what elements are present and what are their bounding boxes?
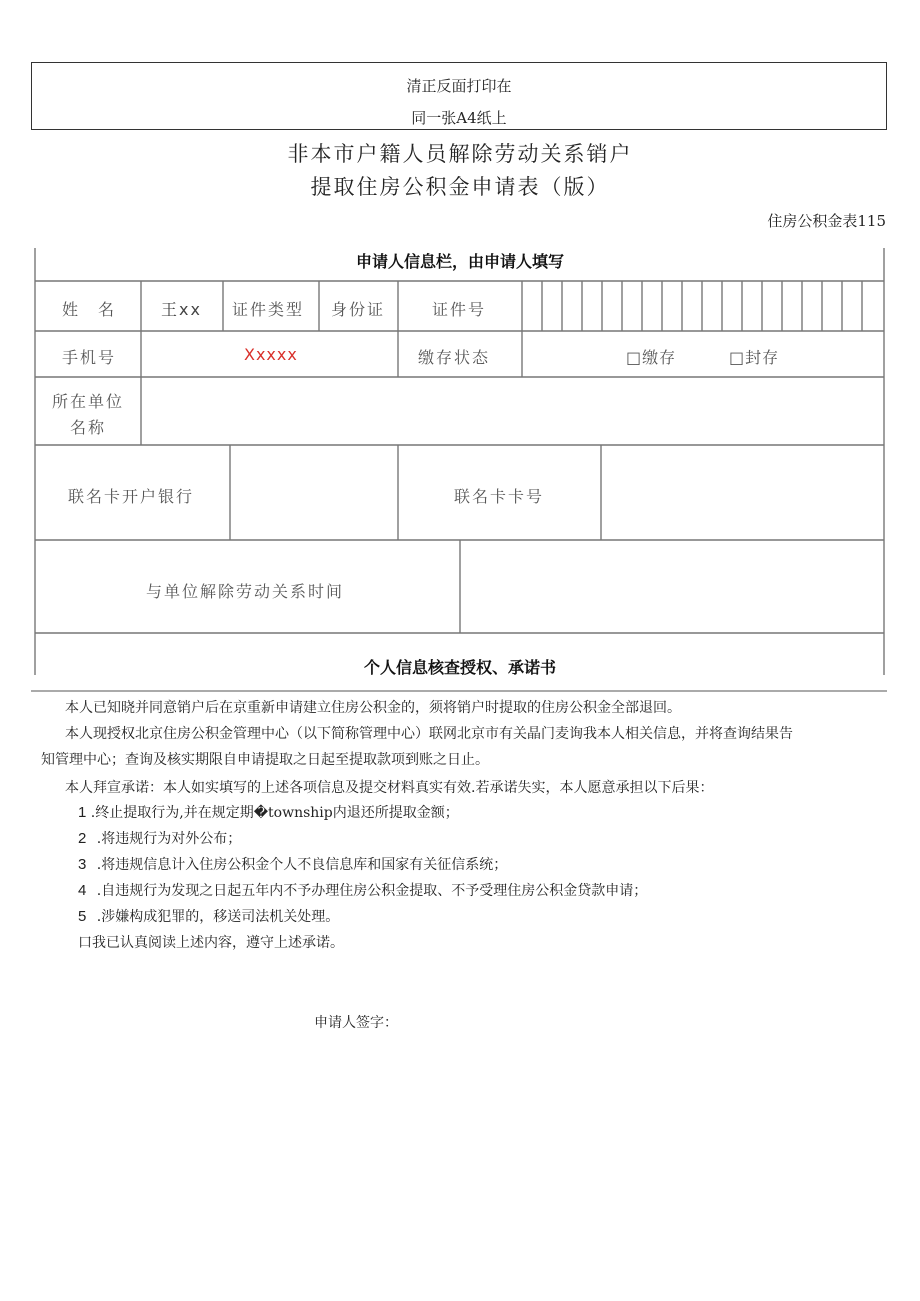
bank-input[interactable]: [231, 446, 397, 539]
print-notice-line2: 同一张A4纸上: [411, 109, 507, 127]
consequence-item: [78, 906, 339, 926]
signature-field[interactable]: [400, 1008, 660, 1034]
id-number-label: 证件号: [432, 300, 487, 319]
authorization-section-header: 个人信息核查授权、承诺书: [363, 658, 556, 677]
consequence-number: 4: [78, 882, 87, 899]
consequence-text: .终止提取行为,并在规定期�township内退还所提取金额；: [90, 805, 459, 821]
consequence-text: .将违规信息计入住房公积金个人不良信息库和国家有关征信系统；: [96, 857, 508, 873]
id-number-digit-boxes[interactable]: [523, 282, 883, 330]
consequence-number: 5: [78, 908, 87, 925]
form-code: 住房公积金表115: [767, 212, 886, 230]
consequence-text: .涉嫌构成犯罪的，移送司法机关处理。: [96, 909, 340, 925]
consequence-number: 1: [78, 804, 87, 821]
paragraph-refund: 本人已知晓并同意销户后在京重新申请建立住房公积金的，须将销户时提取的住房公积金全部退回。: [65, 700, 681, 716]
termination-date-input[interactable]: [461, 541, 883, 632]
card-number-label: 联名卡卡号: [454, 487, 545, 506]
consequence-number: 3: [78, 856, 87, 873]
print-notice-box: [31, 62, 887, 130]
consequence-number: 2: [78, 830, 87, 847]
read-confirmation-checkbox[interactable]: 口我已认真阅读上述内容，遵守上述承诺。: [78, 935, 344, 951]
applicant-section-header: 申请人信息栏，由申请人填写: [355, 252, 564, 271]
employer-input[interactable]: [142, 378, 883, 444]
status-option-deposit[interactable]: □缴存: [626, 348, 677, 367]
id-type-label: 证件类型: [232, 300, 305, 319]
consequence-item: [78, 802, 459, 822]
signature-label: 申请人签字：: [314, 1015, 398, 1031]
card-number-input[interactable]: [602, 446, 883, 539]
consequence-item: [78, 828, 241, 848]
id-type-value[interactable]: 身份证: [331, 300, 386, 319]
mobile-label: 手机号: [62, 348, 117, 367]
employer-label-line1: 所在单位: [52, 392, 125, 411]
consequence-text: .自违规行为发现之日起五年内不予办理住房公积金提取、不予受理住房公积金贷款申请；: [96, 883, 648, 899]
consequence-item: [78, 854, 507, 874]
name-label: 姓 名: [62, 300, 117, 319]
form-title-line2: 提取住房公积金申请表（版）: [310, 175, 610, 199]
deposit-status-label: 缴存状态: [418, 348, 491, 367]
mobile-value[interactable]: Xxxxx: [244, 345, 298, 364]
form-title-line1: 非本市户籍人员解除劳动关系销户: [287, 142, 633, 166]
status-option-sealed[interactable]: □封存: [729, 348, 780, 367]
name-value[interactable]: 王xx: [161, 300, 202, 319]
consequence-item: [78, 880, 647, 900]
bank-label: 联名卡开户银行: [68, 487, 195, 506]
paragraph-authorization-2: 知管理中心；查询及核实期限自申请提取之日起至提取款项到账之日止。: [41, 752, 489, 768]
employer-label-line2: 名称: [70, 418, 107, 437]
print-notice-line1: 清正反面打印在: [406, 77, 512, 95]
consequence-text: .将违规行为对外公布；: [96, 831, 242, 847]
paragraph-commitment: 本人拜宣承诺：本人如实填写的上述各项信息及提交材料真实有效.若承诺失实，本人愿意承担以下后果：: [65, 780, 714, 796]
termination-date-label: 与单位解除劳动关系时间: [146, 582, 345, 601]
paragraph-authorization-1: 本人现授权北京住房公积金管理中心（以下简称管理中心）联网北京市有关晶门麦询我本人相关信息，并将查询结果告: [65, 726, 793, 742]
